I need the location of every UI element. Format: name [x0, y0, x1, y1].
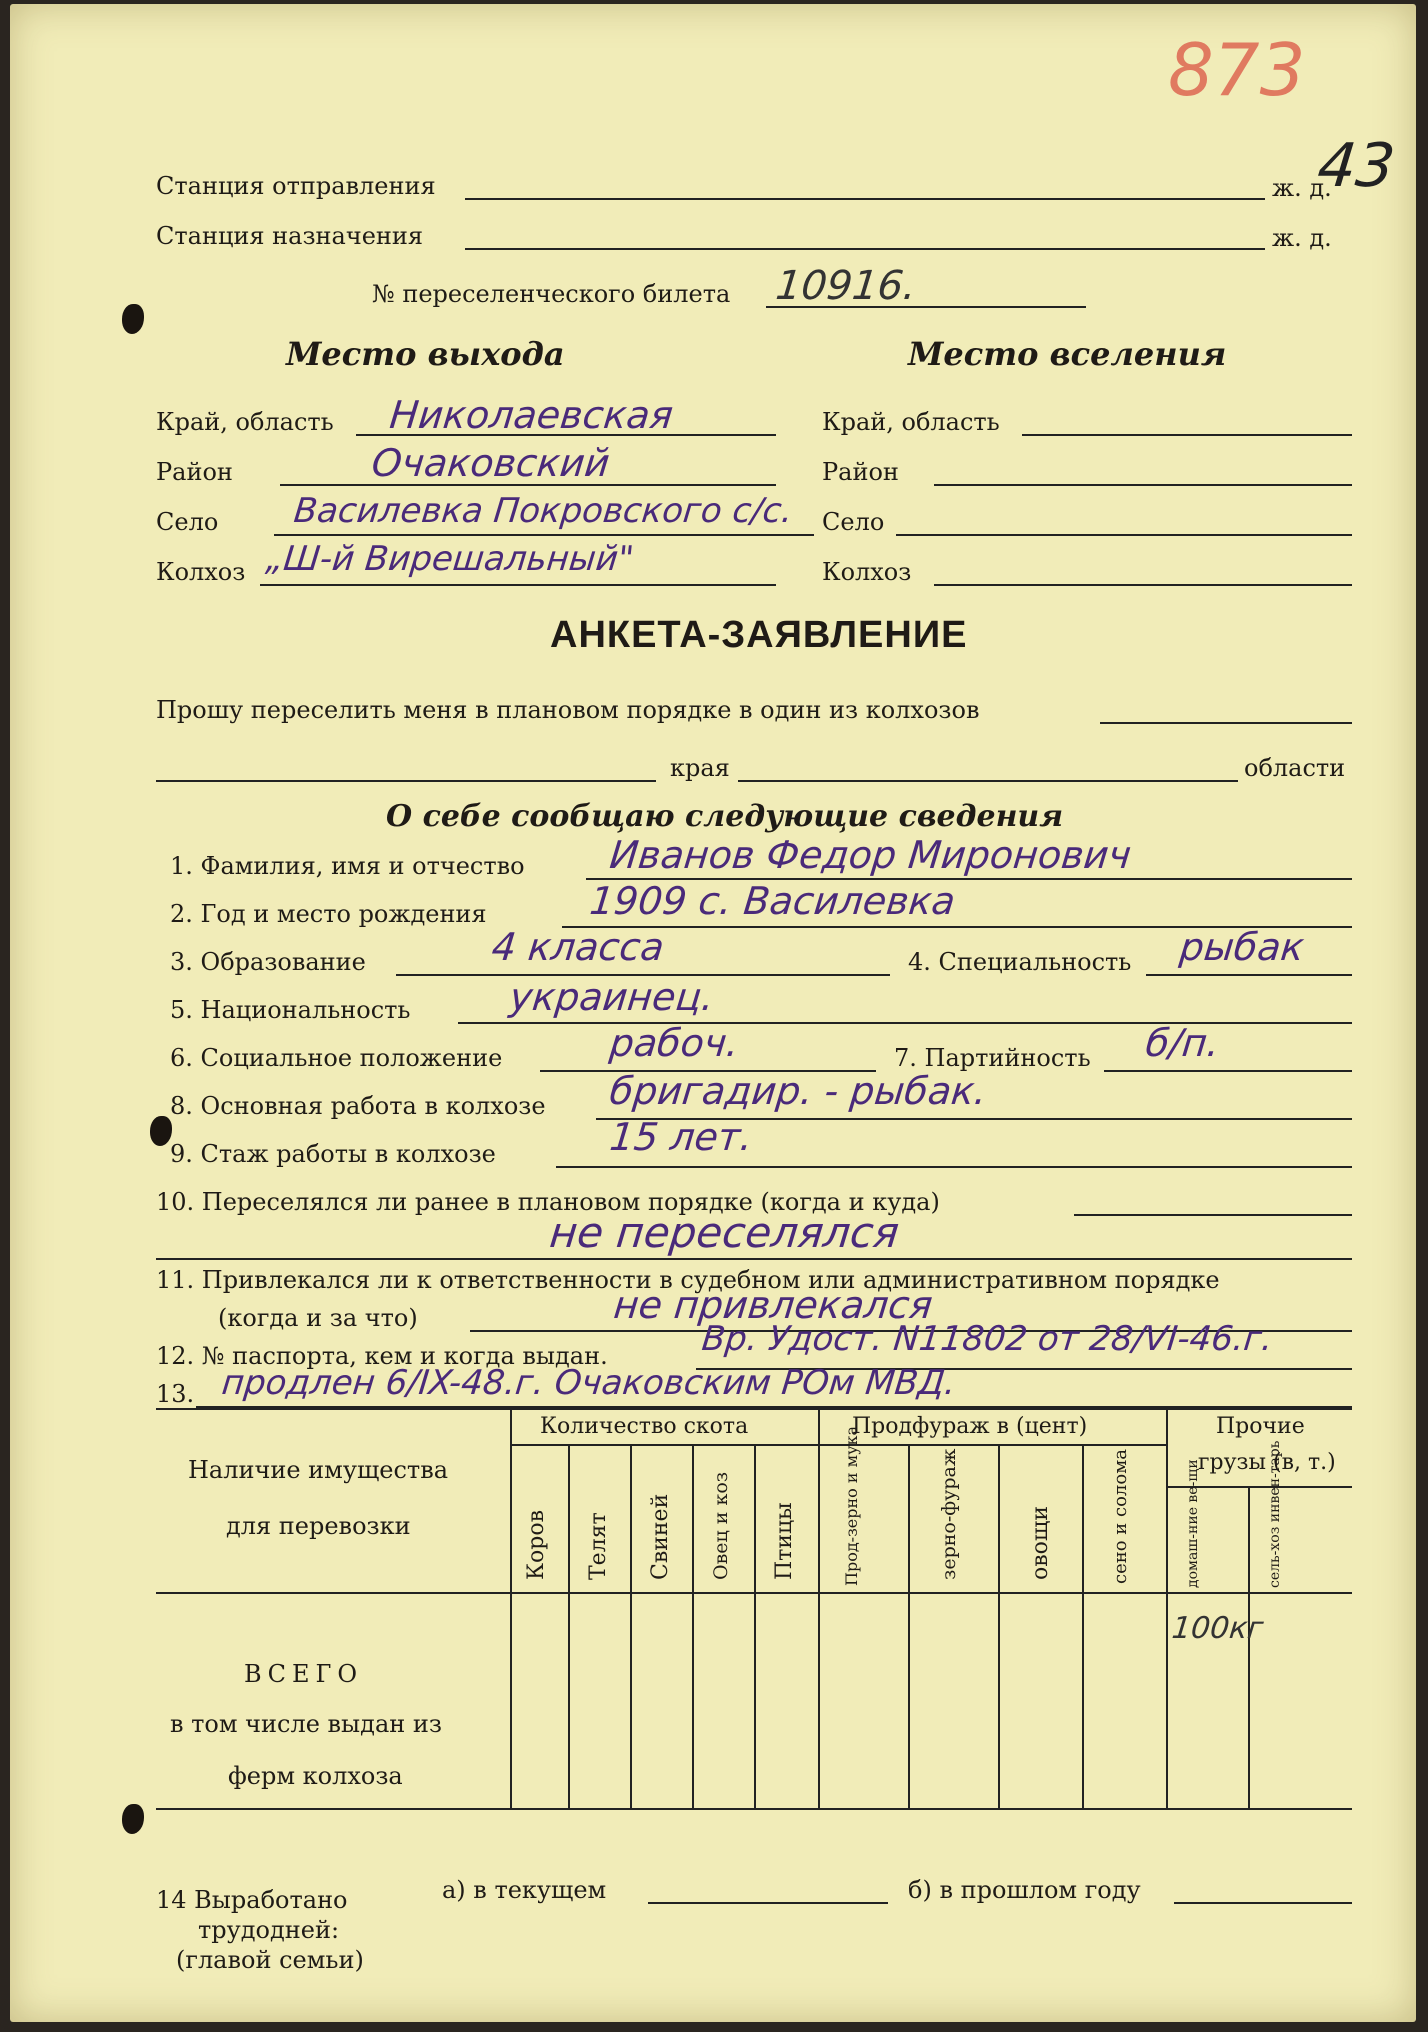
origin-kolkhoz-line — [260, 584, 776, 586]
field-7-line — [1104, 1070, 1352, 1072]
field-7-value: б/п. — [1143, 1021, 1222, 1065]
col-feed-grain: зерно-фураж — [938, 1448, 960, 1580]
archive-number-red: 873 — [1168, 28, 1306, 112]
col-sheep-goats: Овец и коз — [710, 1471, 732, 1580]
settlement-village-line — [896, 534, 1352, 536]
workdays-label-a: 14 Выработано — [156, 1886, 348, 1914]
destination-station-line — [465, 248, 1265, 250]
settlement-heading: Место вселения — [908, 335, 1227, 373]
incl-label-a: в том числе выдан из — [170, 1710, 442, 1738]
col-poultry: Птицы — [772, 1502, 797, 1580]
settlement-district-label: Район — [822, 458, 899, 486]
destination-station-label: Станция назначения — [156, 222, 424, 250]
table-vline — [510, 1408, 512, 1808]
field-5-label: 5. Национальность — [170, 996, 411, 1024]
origin-village-label: Село — [156, 508, 219, 536]
origin-village-line — [274, 534, 814, 536]
field-10-label: 10. Переселялся ли ранее в плановом порядке (когда и куда) — [156, 1188, 940, 1216]
group-underline-livestock — [512, 1444, 818, 1446]
group-other-a: Прочие — [1216, 1414, 1305, 1439]
punch-hole-top — [122, 304, 144, 334]
field-11-label-b: (когда и за что) — [218, 1304, 418, 1332]
origin-district-value: Очаковский — [369, 441, 612, 485]
field-10-line-b — [156, 1258, 1352, 1260]
table-vline — [1166, 1408, 1168, 1808]
field-9-label: 9. Стаж работы в колхозе — [170, 1140, 496, 1168]
table-vline — [754, 1446, 756, 1808]
field-7-label: 7. Партийность — [894, 1044, 1091, 1072]
about-heading: О себе сообщаю следующие сведения — [386, 799, 1064, 834]
table-vline — [1248, 1488, 1250, 1808]
col-calves: Телят — [586, 1512, 611, 1580]
field-11-label-a: 11. Привлекался ли к ответственности в судебном или административном порядке — [156, 1266, 1220, 1294]
col-cows: Коров — [524, 1510, 549, 1580]
kray-label: края — [670, 754, 730, 782]
archive-number-black: 43 — [1314, 131, 1399, 201]
field-5-value: украинец. — [507, 975, 717, 1019]
settlement-region-label: Край, область — [822, 408, 1000, 436]
group-livestock: Количество скота — [540, 1414, 749, 1439]
form-sheet — [10, 4, 1416, 2022]
workdays-label-c: (главой семьи) — [176, 1946, 364, 1974]
col-vegetables: овощи — [1028, 1506, 1053, 1580]
field-11-value: не привлекался — [611, 1283, 935, 1327]
settlement-region-line — [1022, 434, 1352, 436]
origin-heading: Место выхода — [286, 335, 565, 373]
field-13-value: продлен 6/IX-48.г. Очаковским РОм МВД. — [219, 1363, 958, 1403]
incl-label-b: ферм колхоза — [228, 1762, 403, 1790]
field-8-value: бригадир. - рыбак. — [607, 1069, 989, 1113]
table-vline — [630, 1446, 632, 1808]
oblast-line — [738, 780, 1238, 782]
departure-rail-suffix: ж. д. — [1272, 174, 1332, 202]
total-label: ВСЕГО — [244, 1660, 364, 1688]
group-other-b: грузы (в, т.) — [1198, 1450, 1336, 1475]
origin-village-value: Василевка Покровского с/с. — [291, 491, 795, 531]
oblast-label: области — [1244, 754, 1346, 782]
col-hay-straw: сено и солома — [1110, 1449, 1131, 1584]
origin-region-label: Край, область — [156, 408, 334, 436]
field-6-label: 6. Социальное положение — [170, 1044, 503, 1072]
field-12-value: Вр. Удост. N11802 от 28/VI-46.г. — [699, 1319, 1275, 1359]
col-pigs: Свиней — [648, 1493, 673, 1580]
field-8-label: 8. Основная работа в колхозе — [170, 1092, 546, 1120]
field-4-label: 4. Специальность — [908, 948, 1132, 976]
row-head-a: Наличие имущества — [188, 1456, 449, 1484]
group-underline-fodder — [820, 1444, 1166, 1446]
request-text: Прошу переселить меня в плановом порядке в один из колхозов — [156, 696, 980, 724]
col-grain-flour: Прод-зерно и мука — [842, 1425, 861, 1586]
table-vline — [818, 1408, 820, 1808]
settlement-kolkhoz-line — [934, 584, 1352, 586]
table-vline — [908, 1446, 910, 1808]
punch-hole-middle — [150, 1116, 172, 1146]
col-farm-tools: сель-хоз инвен-тарь — [1267, 1440, 1283, 1588]
household-value: 100кг — [1170, 1611, 1266, 1646]
field-1-value: Иванов Федор Миронович — [607, 833, 1134, 877]
field-12-label: 12. № паспорта, кем и когда выдан. — [156, 1342, 608, 1370]
field-13-label: 13. — [156, 1380, 195, 1408]
destination-rail-suffix: ж. д. — [1272, 224, 1332, 252]
row-head-b: для перевозки — [226, 1512, 411, 1540]
form-title: АНКЕТА-ЗАЯВЛЕНИЕ — [550, 614, 968, 656]
ticket-label: № переселенческого билета — [372, 280, 731, 308]
property-table — [156, 1408, 1352, 1810]
kray-line — [156, 780, 656, 782]
ticket-number: 10916. — [773, 263, 919, 309]
request-line — [1100, 722, 1352, 724]
settlement-village-label: Село — [822, 508, 885, 536]
settlement-kolkhoz-label: Колхоз — [822, 558, 912, 586]
field-10-line-a — [1074, 1214, 1352, 1216]
table-vline — [1082, 1446, 1084, 1808]
workdays-previous-line — [1174, 1902, 1352, 1904]
field-4-value: рыбак — [1177, 925, 1307, 969]
field-2-value: 1909 с. Василевка — [587, 879, 958, 923]
field-10-value: не переселялся — [547, 1208, 902, 1257]
table-vline — [998, 1446, 1000, 1808]
field-9-value: 15 лет. — [607, 1115, 755, 1159]
table-vline — [568, 1446, 570, 1808]
departure-station-label: Станция отправления — [156, 172, 436, 200]
origin-district-label: Район — [156, 458, 233, 486]
departure-station-line — [465, 198, 1265, 200]
origin-kolkhoz-label: Колхоз — [156, 558, 246, 586]
workdays-current-line — [648, 1902, 888, 1904]
field-3-label: 3. Образование — [170, 948, 366, 976]
table-vline — [692, 1446, 694, 1808]
origin-region-value: Николаевская — [387, 393, 676, 437]
col-household: домаш-ние ве-щи — [1185, 1459, 1201, 1588]
field-1-label: 1. Фамилия, имя и отчество — [170, 852, 525, 880]
group-fodder: Продфураж в (цент) — [852, 1414, 1088, 1439]
punch-hole-bottom — [122, 1804, 144, 1834]
field-2-label: 2. Год и место рождения — [170, 900, 487, 928]
workdays-previous-label: б) в прошлом году — [908, 1876, 1141, 1904]
field-3-value: 4 класса — [489, 925, 667, 969]
origin-kolkhoz-value: „Ш-й Вирешальный" — [263, 539, 636, 579]
field-6-value: рабоч. — [607, 1021, 741, 1065]
table-top-border — [156, 1408, 1352, 1410]
table-bottom-border — [156, 1808, 1352, 1810]
workdays-label-b: трудодней: — [198, 1916, 340, 1944]
field-9-line — [556, 1166, 1352, 1168]
settlement-district-line — [934, 484, 1352, 486]
workdays-current-label: а) в текущем — [442, 1876, 607, 1904]
field-4-line — [1146, 974, 1352, 976]
